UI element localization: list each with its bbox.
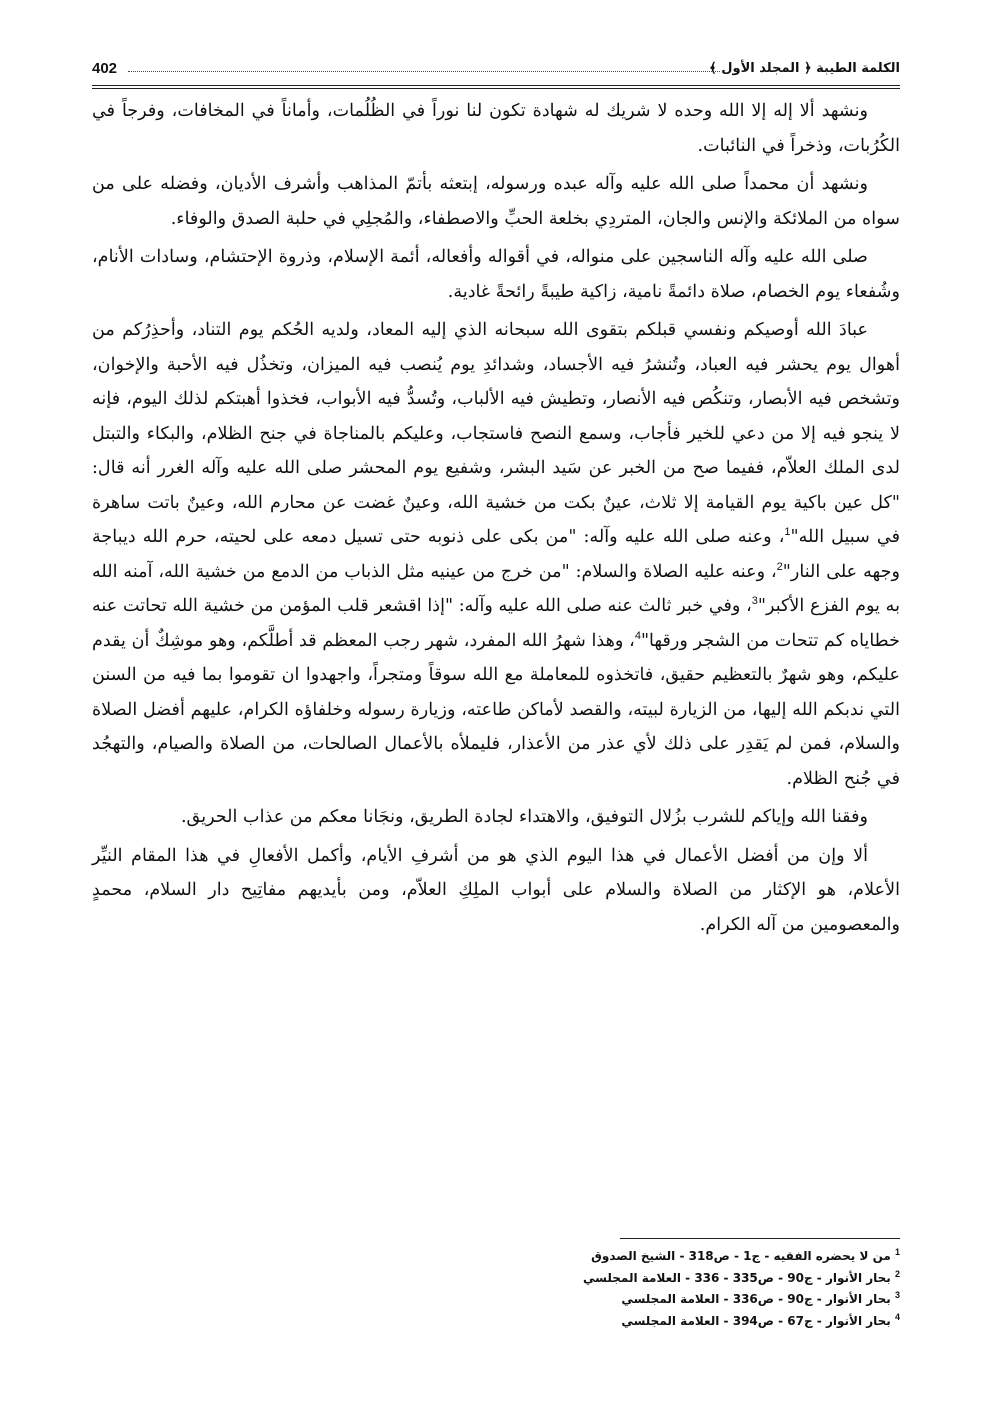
footnote-text: من لا يحضره الفقيه - ج1 - ص318 - الشيخ الصدوق xyxy=(591,1249,895,1263)
paragraph-text: ، وفي خبر ثالث عنه صلى الله عليه وآله: "إذا اقشعر قلب المؤمن من خشية الله تحاتت عنه خطاياه كم تتحات من الشجر ورقها" xyxy=(92,596,900,651)
footnote-number: 2 xyxy=(894,1268,900,1279)
footnote-text: بحار الأنوار - ج67 - ص394 - العلامة المجلسي xyxy=(621,1313,895,1328)
header-rule-secondary xyxy=(92,88,900,89)
paragraph-text: ونشهد ألا إله إلا الله وحده لا شريك له شهادة تكون لنا نوراً في الظُلُمات، وأماناً في المخافات، وفرجاً في الكُرُبات، وذخراً في النائبات. xyxy=(92,101,900,156)
page-number: 402 xyxy=(92,60,118,77)
running-title: الكلمة الطيبة ﴿ المجلد الأول ﴾ xyxy=(709,61,900,76)
paragraph-text: ونشهد أن محمداً صلى الله عليه وآله عبده ورسوله، إبتعثه بأتمّ المذاهب وأشرف الأديان، وفضله على من سواه من الملائكة والإنس والجان، المتردِي بخلعة الحبِّ والاصطفاء، والمُجلِي في حلبة الصدق والوفاء. xyxy=(92,174,900,229)
body-paragraph xyxy=(92,800,900,835)
footnote-number: 1 xyxy=(894,1247,900,1257)
body-paragraph xyxy=(92,313,900,796)
header-leader-dots xyxy=(128,71,720,72)
footnote-item xyxy=(500,1309,900,1331)
body-paragraph xyxy=(92,240,900,309)
paragraph-text: وفقنا الله وإياكم للشرب بزُلال التوفيق، والاهتداء لجادة الطريق، ونجَانا معكم من عذاب الحريق. xyxy=(180,807,868,827)
footnote-number: 3 xyxy=(894,1290,900,1300)
footnote-rule xyxy=(620,1238,900,1239)
footnote-marker[interactable]: 4 xyxy=(634,629,641,642)
paragraph-text: عبادَ الله أوصيكم ونفسي قبلكم بتقوى الله سبحانه الذي إليه المعاد، ولديه الحُكم يوم التناد، وأحذِرُكم من أهوال يوم يحشر فيه العباد، وتُنشرُ فيه الأجساد، وشدائدِ يوم يُنصب فيه الميزان، وتخذُل فيه الأحبة والإخوان، وتشخص فيه الأبصار، وتنكُص فيه الأنصار، وتطيش فيه الألباب، وتُسدُّ فيه الأبواب، فخذوا أهبتكم لذلك اليوم، فإنه لا ينجو فيه إلا من دعي للخير فأجاب، وسمع النصح فاستجاب، وعليكم بالمناجاة في جنح الظلام، والبكاء والتبتل لدى الملك العلاّم، ففيما صح من الخبر عن سَيد البشر، وشفيع يوم المحشر صلى الله عليه وآله الغرر أنه قال: "كل عين باكية يوم القيامة إلا ثلاث، عينٌ بكت من خشية الله، وعينٌ غضت عن محارم الله، وعينٌ باتت ساهرة في سبيل الله" xyxy=(92,320,900,547)
footnote-marker[interactable]: 1 xyxy=(784,526,791,539)
page-header xyxy=(92,60,900,84)
header-rule xyxy=(92,85,900,86)
body-text xyxy=(92,94,900,946)
footnote-number: 4 xyxy=(894,1311,900,1322)
footnote-item xyxy=(500,1287,900,1309)
paragraph-text: صلى الله عليه وآله الناسجين على منواله، في أقواله وأفعاله، أئمة الإسلام، وذروة الإحتشام، وسادات الأنام، وشُفعاء يوم الخصام، صلاة دائمةً نامية، زاكية طيبةً رائحةً غادية. xyxy=(92,247,900,302)
footnote-item xyxy=(500,1244,900,1266)
footnote-text: بحار الأنوار - ج90 - ص336 - العلامة المجلسي xyxy=(621,1292,895,1306)
footnote-item xyxy=(500,1266,900,1288)
paragraph-text: ، وعنه صلى الله عليه وآله: "من بكى على ذنوبه حتى تسيل دمعه على لحيته، حرم الله ديباجة وجهه على النار" xyxy=(92,527,900,582)
footnote-marker[interactable]: 2 xyxy=(776,560,783,573)
footnote-marker[interactable]: 3 xyxy=(751,595,758,608)
paragraph-text: ، وهذا شهرُ الله المفرد، شهر رجب المعظم قد أطلَّكم، وهو موشِكٌ أن يقدم عليكم، وهو شهرٌ بالتعظيم حقيق، فاتخذوه للمعاملة مع الله سوقاً ومتجراً، واجهدوا ان تقوموا بما فيه من السنن التي ندبكم الله إليها، من الزيارة لبيته، والقصد لأماكن طاعته، وزيارة رسوله وخلفاؤه الكرام، عليهم أفضل الصلاة والسلام، فمن لم يَقدِر على ذلك لأي عذر من الأعذار، فليملأه بالأعمال الصالحات، من الصلاة والصيام، والتهجُد في جُنح الظلام. xyxy=(92,630,900,789)
footnote-text: بحار الأنوار - ج90 - ص335 - 336 - العلامة المجلسي xyxy=(583,1270,895,1285)
paragraph-text: ، وعنه عليه الصلاة والسلام: "من خرج من عينيه مثل الذباب من الدمع من خشية الله، آمنه الله به يوم الفزع الأكبر" xyxy=(92,561,900,616)
footnotes xyxy=(500,1244,900,1330)
body-paragraph xyxy=(92,839,900,943)
body-paragraph xyxy=(92,94,900,163)
body-paragraph xyxy=(92,167,900,236)
paragraph-text: ألا وإن من أفضل الأعمال في هذا اليوم الذي هو من أشرفِ الأيام، وأكمل الأفعالِ في هذا المقام النيِّر الأعلام، هو الإكثار من الصلاة والسلام على أبواب الملِكِ العلاّم، ومن بأيديهم مفاتِيح دار السلام، محمدٍ والمعصومين من آله الكرام. xyxy=(92,845,900,935)
